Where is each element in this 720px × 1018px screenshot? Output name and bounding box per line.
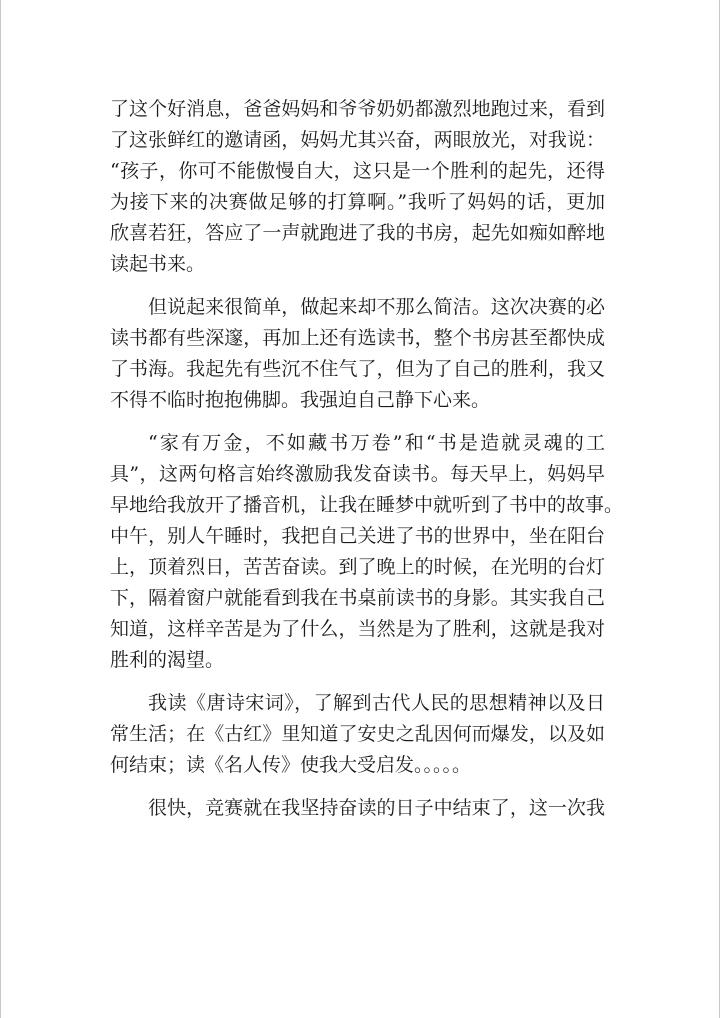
text-line: 了这个好消息，爸爸妈妈和爷爷奶奶都激烈地跑过来，看到 [110, 98, 605, 120]
text-line: 下，隔着窗户就能看到我在书桌前读书的身影。其实我自己 [110, 587, 605, 609]
paragraph-4 [110, 688, 605, 781]
text-line: 何结束；读《名人传》使我大受启发。。。。。 [110, 754, 472, 776]
text-line: 读书都有些深邃，再加上还有选读书，整个书房甚至都快成 [110, 327, 605, 349]
paragraph-5 [110, 793, 605, 824]
paragraph-2 [110, 292, 605, 416]
text-line: 胜利的渴望。 [110, 649, 225, 671]
text-line: 了这张鲜红的邀请函，妈妈尤其兴奋，两眼放光，对我说： [110, 129, 605, 151]
text-line: 具”，这两句格言始终激励我发奋读书。每天早上，妈妈早 [110, 463, 605, 485]
document-body [110, 94, 624, 824]
text-line: 读起书来。 [110, 253, 206, 275]
paragraph-3 [110, 428, 624, 676]
text-line: 中午，别人午睡时，我把自己关进了书的世界中，坐在阳台 [110, 525, 605, 547]
text-line: 知道，这样辛苦是为了什么，当然是为了胜利，这就是我对 [110, 618, 605, 640]
paragraph-1 [110, 94, 605, 280]
text-line: “家有万金，不如藏书万卷”和“书是造就灵魂的工 [148, 432, 605, 454]
text-line: 早地给我放开了播音机，让我在睡梦中就听到了书中的故事。 [110, 494, 624, 516]
text-line: 为接下来的决赛做足够的打算啊。”我听了妈妈的话，更加 [110, 191, 605, 213]
text-line: 很快，竞赛就在我坚持奋读的日子中结束了，这一次我 [148, 797, 605, 819]
text-line: “孩子，你可不能傲慢自大，这只是一个胜利的起先，还得 [110, 160, 605, 182]
text-line: 了书海。我起先有些沉不住气了，但为了自己的胜利，我又 [110, 358, 605, 380]
text-line: 我读《唐诗宋词》，了解到古代人民的思想精神以及日 [148, 692, 605, 714]
text-line: 上，顶着烈日，苦苦奋读。到了晚上的时候，在光明的台灯 [110, 556, 605, 578]
text-line: 常生活；在《古红》里知道了安史之乱因何而爆发，以及如 [110, 723, 605, 745]
text-line: 不得不临时抱抱佛脚。我强迫自己静下心来。 [110, 389, 491, 411]
text-line: 但说起来很简单，做起来却不那么简洁。这次决赛的必 [148, 296, 605, 318]
text-line: 欣喜若狂，答应了一声就跑进了我的书房，起先如痴如醉地 [110, 222, 605, 244]
